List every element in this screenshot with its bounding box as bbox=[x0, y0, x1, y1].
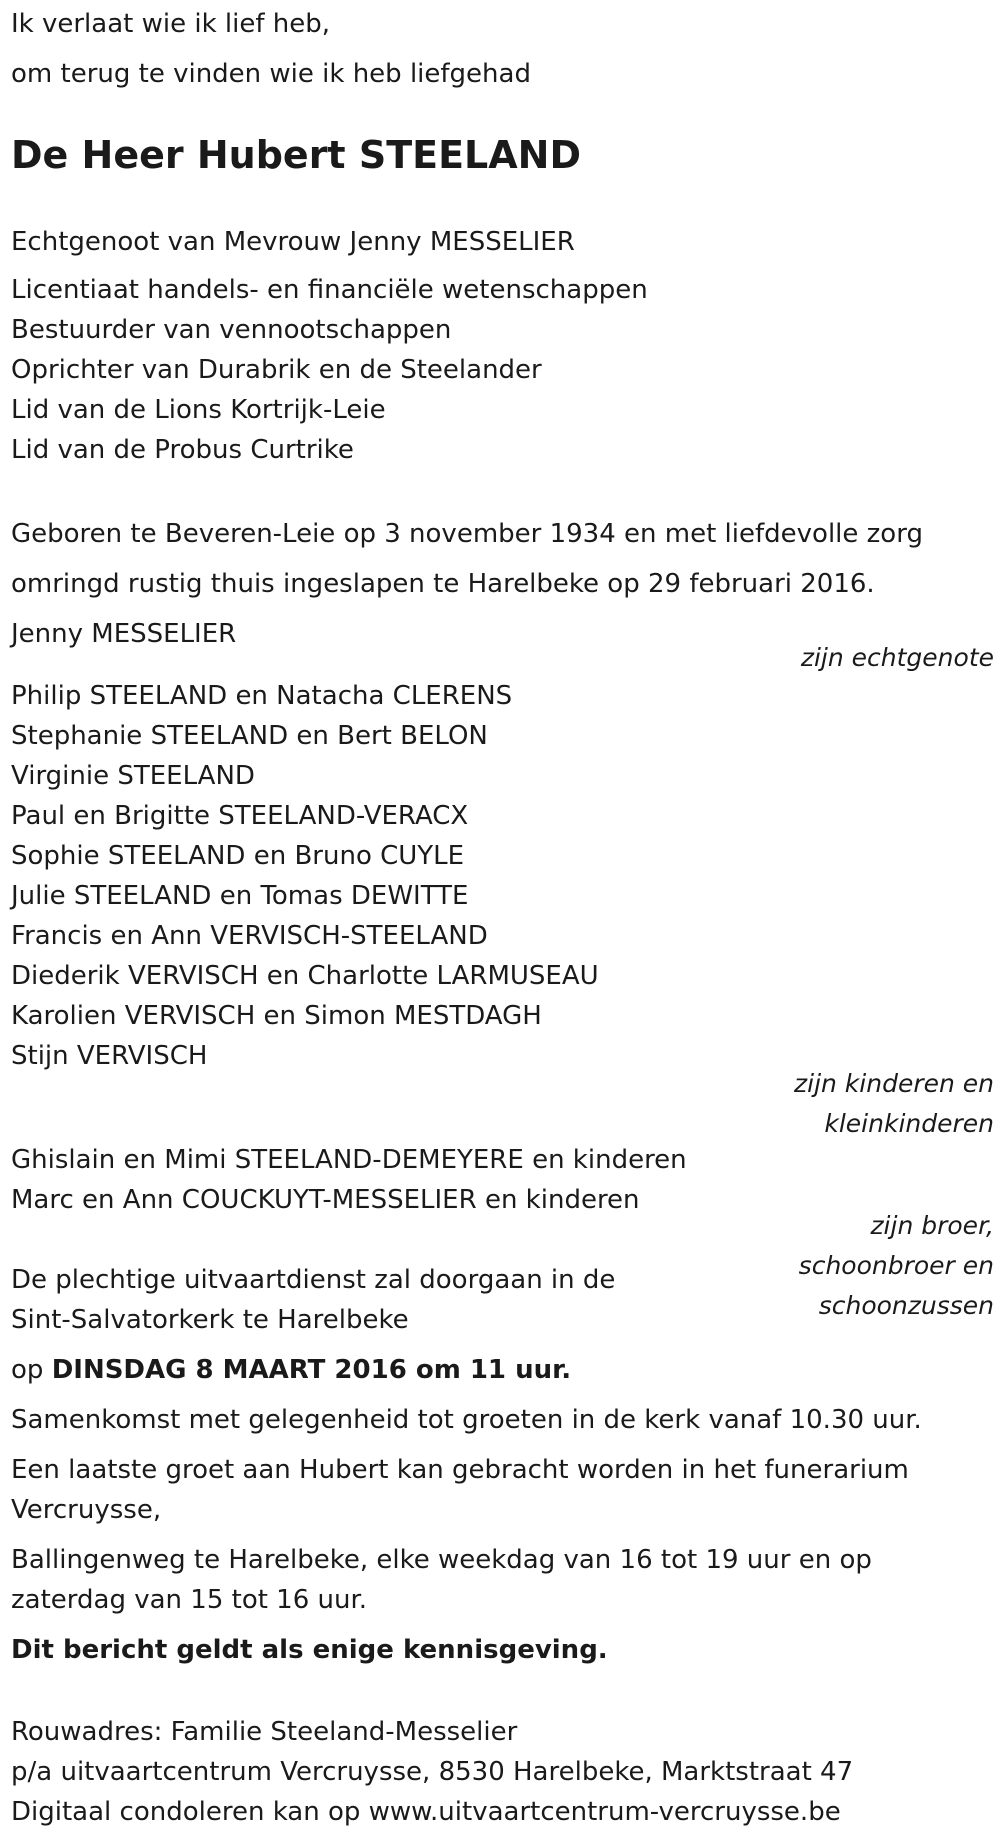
contact-line-2: p/a uitvaartcentrum Vercruysse, 8530 Harelbeke, Marktstraat 47 bbox=[11, 1757, 854, 1787]
children-relation-line-2: kleinkinderen bbox=[824, 1109, 994, 1138]
siblings-relation-line-3: schoonzussen bbox=[818, 1291, 994, 1320]
spouse-line: Echtgenoot van Mevrouw Jenny MESSELIER bbox=[11, 227, 575, 257]
farewell-line-1: Een laatste groet aan Hubert kan gebracht worden in het funerarium bbox=[11, 1455, 909, 1485]
deceased-name-title: De Heer Hubert STEELAND bbox=[11, 133, 581, 177]
sibling-entry: Marc en Ann COUCKUYT-MESSELIER en kinderen bbox=[11, 1185, 640, 1215]
child-entry: Francis en Ann VERVISCH-STEELAND bbox=[11, 921, 488, 951]
ceremony-date-line bbox=[11, 1354, 571, 1386]
children-relation-line-1: zijn kinderen en bbox=[794, 1069, 994, 1098]
child-entry: Stephanie STEELAND en Bert BELON bbox=[11, 721, 488, 751]
ceremony-date: DINSDAG 8 MAART 2016 om 11 uur. bbox=[51, 1355, 572, 1385]
siblings-relation-line-2: schoonbroer en bbox=[798, 1251, 994, 1280]
spouse-relation: zijn echtgenote bbox=[800, 643, 994, 672]
sibling-entry: Ghislain en Mimi STEELAND-DEMEYERE en kinderen bbox=[11, 1145, 687, 1175]
ceremony-line-2: Sint-Salvatorkerk te Harelbeke bbox=[11, 1305, 409, 1335]
siblings-relation-line-1: zijn broer, bbox=[870, 1211, 994, 1240]
child-entry: Diederik VERVISCH en Charlotte LARMUSEAU bbox=[11, 961, 599, 991]
birth-death-line-1: Geboren te Beveren-Leie op 3 november 1934 en met liefdevolle zorg bbox=[11, 519, 923, 549]
title-item: Licentiaat handels- en financiële wetenschappen bbox=[11, 275, 648, 305]
title-item: Oprichter van Durabrik en de Steelander bbox=[11, 355, 542, 385]
child-entry: Sophie STEELAND en Bruno CUYLE bbox=[11, 841, 465, 871]
poem-line-1: Ik verlaat wie ik lief heb, bbox=[11, 9, 331, 39]
child-entry: Stijn VERVISCH bbox=[11, 1041, 208, 1071]
child-entry: Julie STEELAND en Tomas DEWITTE bbox=[11, 881, 469, 911]
child-entry: Paul en Brigitte STEELAND-VERACX bbox=[11, 801, 469, 831]
contact-line-1: Rouwadres: Familie Steeland-Messelier bbox=[11, 1717, 518, 1747]
poem-line-2: om terug te vinden wie ik heb liefgehad bbox=[11, 59, 531, 89]
child-entry: Karolien VERVISCH en Simon MESTDAGH bbox=[11, 1001, 542, 1031]
title-item: Bestuurder van vennootschappen bbox=[11, 315, 452, 345]
ceremony-date-prefix: op bbox=[11, 1355, 52, 1385]
title-item: Lid van de Lions Kortrijk-Leie bbox=[11, 395, 386, 425]
farewell-line-4: zaterdag van 15 tot 16 uur. bbox=[11, 1585, 368, 1615]
birth-death-line-2: omringd rustig thuis ingeslapen te Harelbeke op 29 februari 2016. bbox=[11, 569, 875, 599]
title-item: Lid van de Probus Curtrike bbox=[11, 435, 354, 465]
child-entry: Virginie STEELAND bbox=[11, 761, 255, 791]
contact-line-3: Digitaal condoleren kan op www.uitvaartcentrum-vercruysse.be bbox=[11, 1797, 841, 1827]
child-entry: Philip STEELAND en Natacha CLERENS bbox=[11, 681, 513, 711]
farewell-line-2: Vercruysse, bbox=[11, 1495, 162, 1525]
farewell-line-3: Ballingenweg te Harelbeke, elke weekdag van 16 tot 19 uur en op bbox=[11, 1545, 872, 1575]
notice-line: Dit bericht geldt als enige kennisgeving. bbox=[11, 1635, 608, 1665]
ceremony-line-1: De plechtige uitvaartdienst zal doorgaan in de bbox=[11, 1265, 616, 1295]
spouse-name: Jenny MESSELIER bbox=[11, 619, 237, 649]
gathering-line: Samenkomst met gelegenheid tot groeten in de kerk vanaf 10.30 uur. bbox=[11, 1405, 922, 1435]
